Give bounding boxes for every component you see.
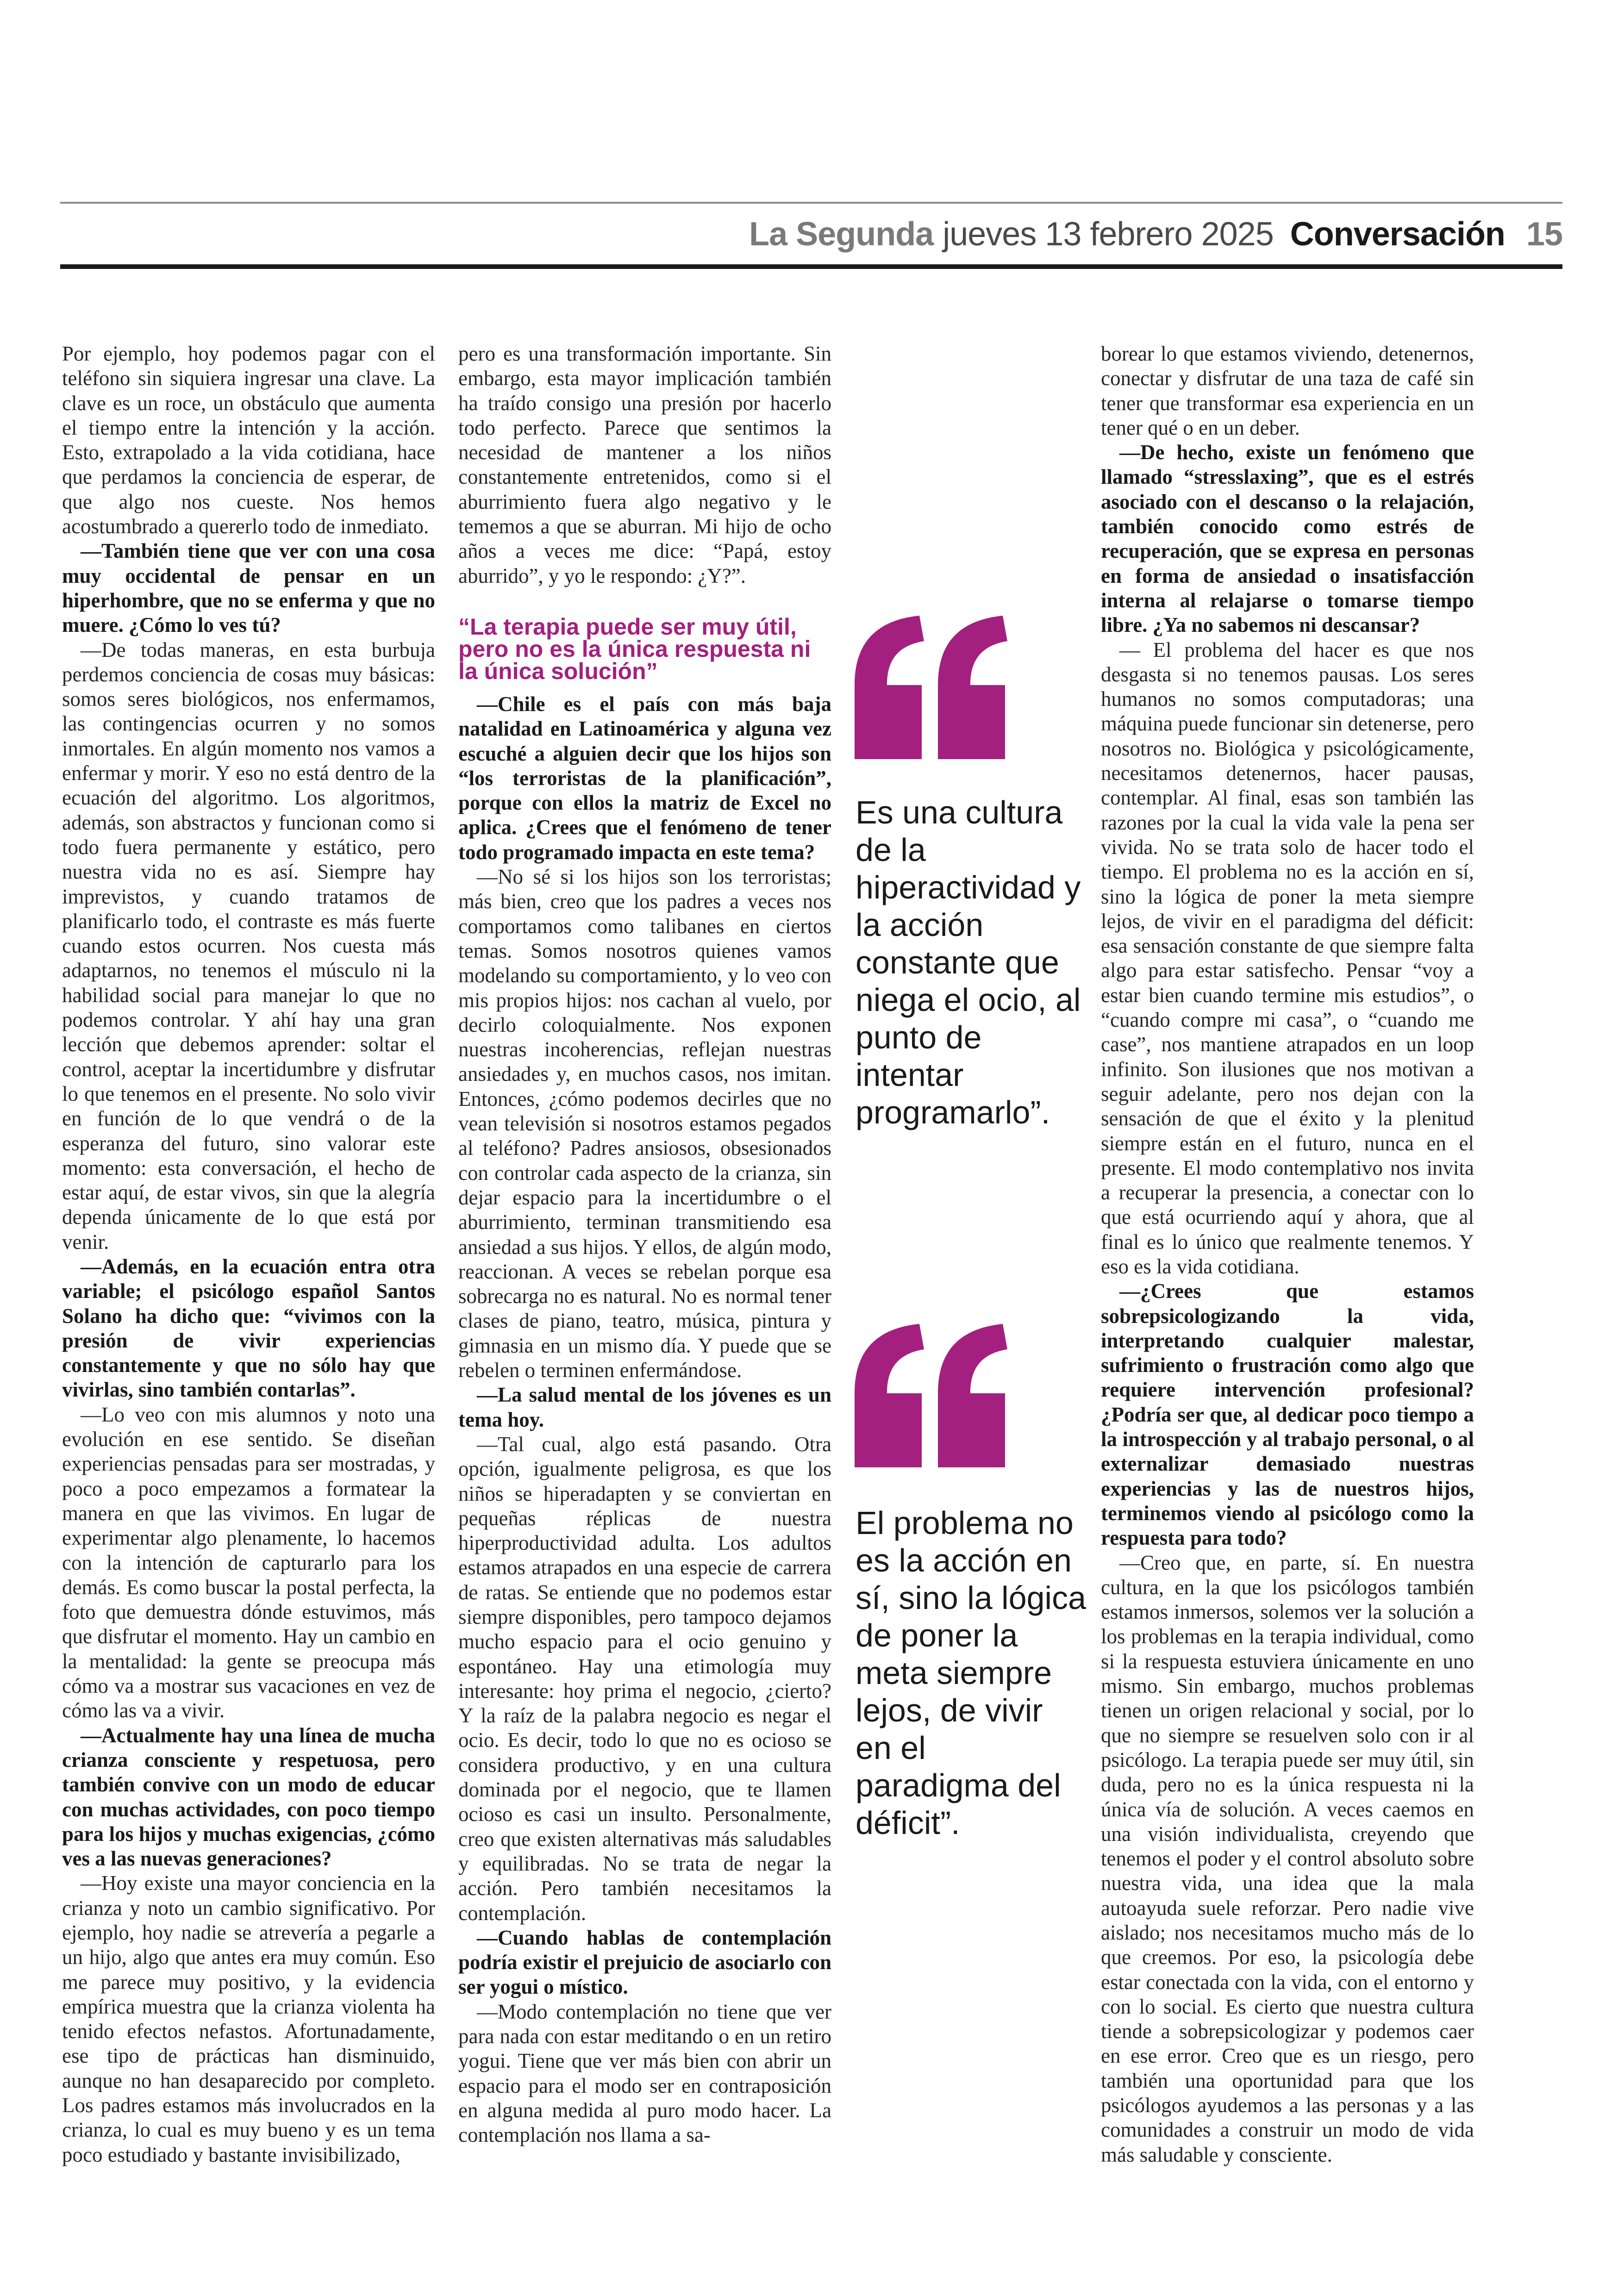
interview-answer: —Hoy existe una mayor conciencia en la crianza y noto un cambio significativo. Por ejemplo, hoy nadie se atrevería a pegarle a un hijo, algo que antes era muy común. Eso me parece muy positivo, y la evidencia empírica muestra que la crianza violenta ha tenido efectos nefastos. Afortunadamente, ese tipo de prácticas han disminuido, aunque no han desaparecido por completo. Los padres estamos más involucrados en la crianza, lo cual es muy bueno y es un tema poco estudiado y bastante invisibilizado, xyxy=(62,1871,435,2166)
body-paragraph: Por ejemplo, hoy podemos pagar con el teléfono sin siquiera ingresar una clave. La clave es un roce, un obstáculo que aumenta el tiempo entre la intención y la acción. Esto, extrapolado a la vida cotidiana, hace que perdamos la conciencia de esperar, de que algo nos cueste. Nos hemos acostumbrado a quererlo todo de inmediato. xyxy=(62,342,435,538)
interview-question: —De hecho, existe un fenómeno que llamado “stresslaxing”, que es el estrés asociado con el descanso o la relajación, también conocido como estrés de recuperación, que se expresa en personas en forma de ansiedad o insatisfacción interna al relajarse o tomarse tiempo libre. ¿Ya no sabemos ni descansar? xyxy=(1101,441,1474,637)
interview-answer: —No sé si los hijos son los terroristas; más bien, creo que los padres a veces nos comportamos como talibanes en ciertos temas. Somos nosotros quienes vamos modelando su comportamiento, y lo veo con mis propios hijos: nos cachan al vuelo, por decirlo coloquialmente. Nos exponen nuestras incoherencias, reflejan nuestras ansiedades y, en muchos casos, nos imitan. Entonces, ¿cómo podemos decirles que no vean televisión si nosotros estamos pegados al teléfono? Padres ansiosos, obsesionados con controlar cada aspecto de la crianza, sin dejar espacio para la incertidumbre o el aburrimiento, terminan transmitiendo esa ansiedad a sus hijos. Y ellos, de algún modo, reaccionan. A veces se rebelan porque esa sobrecarga no es natural. No es normal tener clases de piano, teatro, música, pintura y gimnasia en un mismo día. Y puede que se rebelen o terminen enfermándose. xyxy=(458,865,831,1382)
interview-question: —Actualmente hay una línea de mucha crianza consciente y respetuosa, pero también convive con un modo de educar con muchas actividades, con poco tiempo para los hijos y muchas exigencias, ¿cómo ves a las nuevas generaciones? xyxy=(62,1723,435,1871)
pull-quote-2: El problema no es la acción en sí, sino la lógica de poner la meta siempre lejos, de vivir en el paradigma del déficit”. xyxy=(856,1505,1087,1841)
quote-mark-icon xyxy=(855,616,1007,759)
body-paragraph: borear lo que estamos viviendo, detenernos, conectar y disfrutar de una taza de café sin tener que transformar esa experiencia en un tener qué o en un deber. xyxy=(1101,342,1474,439)
interview-question: —También tiene que ver con una cosa muy occidental de pensar en un hiperhombre, que no se enferma y que no muere. ¿Cómo lo ves tú? xyxy=(62,539,435,637)
article-column-1 xyxy=(62,342,435,2167)
header-rule-top xyxy=(60,202,1562,204)
pull-quote-1: Es una cultura de la hiperactividad y la acción constante que niega el ocio, al punto de intentar programarlo”. xyxy=(856,794,1081,1130)
article-subhead: “La terapia puede ser muy útil, pero no es la única respuesta ni la única solución” xyxy=(458,614,811,684)
interview-question: —Chile es el país con más baja natalidad en Latinoamérica y alguna vez escuché a alguien decir que los hijos son “los terroristas de la planificación”, porque con ellos la matriz de Excel no aplica. ¿Crees que el fenómeno de tener todo programado impacta en este tema? xyxy=(458,692,831,864)
interview-answer: —Modo contemplación no tiene que ver para nada con estar meditando o en un retiro yogui. Tiene que ver más bien con abrir un espacio para el modo ser en contraposición en alguna medida al puro modo hacer. La contemplación nos llama a sa- xyxy=(458,2000,831,2147)
newspaper-name: La Segunda xyxy=(749,216,934,253)
interview-answer: —Tal cual, algo está pasando. Otra opción, igualmente peligrosa, es que los niños se hiperadapten y se conviertan en pequeñas réplicas de nuestra hiperproductividad adulta. Los adultos estamos atrapados en una especie de carrera de ratas. Se entiende que no podemos estar siempre disponibles, pero tampoco dejamos mucho espacio para el ocio genuino y espontáneo. Hay una etimología muy interesante: hoy prima el negocio, ¿cierto? Y la raíz de la palabra negocio es negar el ocio. Es decir, todo lo que no es ocioso se considera productivo, y en una cultura dominada por el negocio, que te llamen ocioso es casi un insulto. Personalmente, creo que existen alternativas más saludables y equilibradas. No se trata de negar la acción. Pero también necesitamos la contemplación. xyxy=(458,1432,831,1925)
masthead xyxy=(750,206,1562,263)
article-column-4 xyxy=(1101,342,1474,2167)
quote-mark-icon xyxy=(855,1324,1007,1467)
interview-question: —¿Crees que estamos sobrepsicologizando la vida, interpretando cualquier malestar, sufrimiento o frustración como algo que requiere intervención profesional? ¿Podría ser que, al dedicar poco tiempo a la introspección y al trabajo personal, o al externalizar demasiado nuestras experiencias y las de nuestros hijos, terminemos viendo al psicólogo como la respuesta para todo? xyxy=(1101,1279,1474,1550)
interview-answer: —Lo veo con mis alumnos y noto una evolución en ese sentido. Se diseñan experiencias pensadas para ser mostradas, y poco a poco empezamos a formatear la manera en que las vivimos. En lugar de experimentar algo plenamente, lo hacemos con la intención de capturarlo para los demás. Es como buscar la postal perfecta, la foto que demuestra dónde estuvimos, más que disfrutar el momento. Hay un cambio en la mentalidad: la gente se preocupa más cómo va a mostrar sus vacaciones en vez de cómo las va a vivir. xyxy=(62,1403,435,1722)
interview-answer: —Creo que, en parte, sí. En nuestra cultura, en la que los psicólogos también estamos inmersos, solemos ver la solución a los problemas en la terapia individual, como si la respuesta estuviera únicamente en uno mismo. Sin embargo, muchos problemas tienen un origen relacional y social, por lo que no siempre se resuelven solo con ir al psicólogo. La terapia puede ser muy útil, sin duda, pero no es la única respuesta ni la única vía de solución. A veces caemos en una visión individualista, creyendo que tenemos el poder y el control absoluto sobre nuestra vida, una idea que la mala autoayuda suele reforzar. Pero nadie vive aislado; nos necesitamos mucho más de lo que creemos. Por eso, la psicología debe estar conectada con la vida, con el entorno y con lo social. Es cierto que nuestra cultura tiende a sobrepsicologizar y podemos caer en ese error. Creo que es un riesgo, pero también una oportunidad para que los psicólogos ayudemos a las personas y a las comunidades a construir un modo de vida más saludable y consciente. xyxy=(1101,1551,1474,2166)
page-number: 15 xyxy=(1526,216,1562,253)
header-rule-bottom xyxy=(60,264,1562,269)
interview-answer: —De todas maneras, en esta burbuja perdemos conciencia de cosas muy básicas: somos seres biológicos, nos enfermamos, las contingencias ocurren y no somos inmortales. En algún momento nos vamos a enfermar y morir. Y eso no está dentro de la ecuación del algoritmo. Los algoritmos, además, son abstractos y funcionan como si todo fuera permanente y estático, pero nuestra vida no es así. Siempre hay imprevistos, y cuando tratamos de planificarlo todo, el contraste es más fuerte cuando estos ocurren. Nos cuesta más adaptarnos, no tenemos el músculo ni la habilidad social para manejar lo que no podemos controlar. Y ahí hay una gran lección que debemos aprender: soltar el control, aceptar la incertidumbre y disfrutar lo que tenemos en el presente. No solo vivir en función de lo que vendrá o de la esperanza del futuro, sino valorar este momento: esta conversación, el hecho de estar aquí, de estar vivos, sin que la alegría dependa únicamente de lo que está por venir. xyxy=(62,638,435,1254)
interview-answer: — El problema del hacer es que nos desgasta si no tenemos pausas. Los seres humanos no somos computadoras; una máquina puede funcionar sin detenerse, pero nosotros no. Biológica y psicológicamente, necesitamos detenernos, hacer pausas, contemplar. Al final, esas son también las razones por la cual la vida vale la pena ser vivida. No se trata solo de hacer todo el tiempo. El problema no es la acción en sí, sino la lógica de poner la meta siempre lejos, de vivir en el paradigma del déficit: esa sensación constante de que siempre falta algo para estar satisfecho. Pensar “voy a estar bien cuando termine mis estudios”, o “cuando compre mi casa”, o “cuando me case”, nos mantiene atrapados en un loop infinito. Son ilusiones que nos motivan a seguir adelante, pero nos dejan con la sensación de que el éxito y la plenitud siempre están en el futuro, nunca en el presente. El modo contemplativo nos invita a recuperar la presencia, a conectar con lo que está ocurriendo aquí y ahora, que al final es lo único que realmente tenemos. Y eso es la vida cotidiana. xyxy=(1101,638,1474,1278)
section-name: Conversación xyxy=(1290,216,1505,253)
interview-question: —Además, en la ecuación entra otra variable; el psicólogo español Santos Solano ha dicho que: “vivimos con la presión de vivir experiencias constantemente y que no sólo hay que vivirlas, sino también contarlas”. xyxy=(62,1254,435,1402)
article-column-2-top xyxy=(458,342,831,588)
issue-date: jueves 13 febrero 2025 xyxy=(943,216,1274,253)
article-column-2-bottom xyxy=(458,692,831,2148)
interview-question: —La salud mental de los jóvenes es un tema hoy. xyxy=(458,1383,831,1431)
body-paragraph: pero es una transformación importante. Sin embargo, esta mayor implicación también ha traído consigo una presión por hacerlo todo perfecto. Parece que sentimos la necesidad de mantener a los niños constantemente entretenidos, como si el aburrimiento fuera algo negativo y le tememos a que se aburran. Mi hijo de ocho años a veces me dice: “Papá, estoy aburrido”, y yo le respondo: ¿Y?”. xyxy=(458,342,831,587)
interview-question: —Cuando hablas de contemplación podría existir el prejuicio de asociarlo con ser yogui o místico. xyxy=(458,1926,831,1999)
